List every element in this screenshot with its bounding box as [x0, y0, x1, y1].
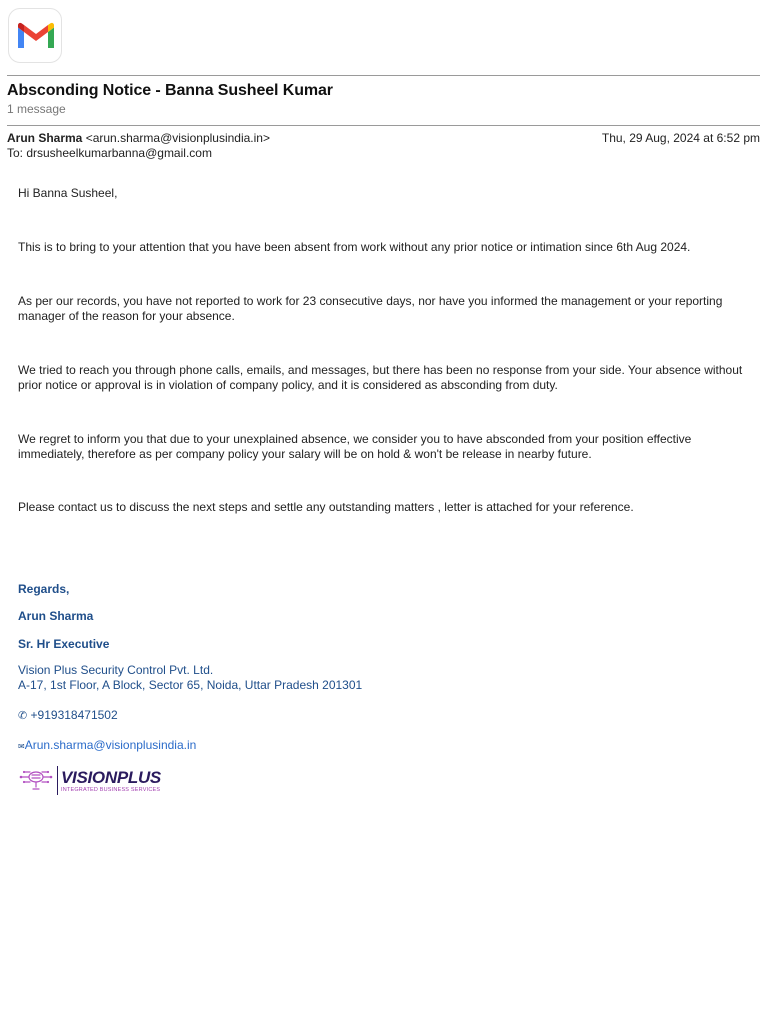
- email-subject: Absconding Notice - Banna Susheel Kumar: [7, 82, 333, 99]
- body-paragraph: This is to bring to your attention that you have been absent from work without any prior notice or intimation since 6th Aug 2024.: [18, 240, 691, 254]
- recipient-line: To: drsusheelkumarbanna@gmail.com: [7, 146, 212, 160]
- sender-line: [7, 131, 270, 145]
- sender-name: Arun Sharma: [7, 131, 83, 145]
- body-paragraph: Please contact us to discuss the next steps and settle any outstanding matters , letter is attached for your reference.: [18, 500, 634, 514]
- signature-title: Sr. Hr Executive: [18, 637, 110, 651]
- signature-address: A-17, 1st Floor, A Block, Sector 65, Noida, Uttar Pradesh 201301: [18, 678, 363, 692]
- body-paragraph: As per our records, you have not reported to work for 23 consecutive days, nor have you informed the management or your reporting manager of the reason for your absence.: [18, 294, 723, 323]
- body-paragraph: We regret to inform you that due to your unexplained absence, we consider you to have absconded from your position effective immediately, therefore as per company policy your salary will be on hold & won't be release in nearby future.: [18, 432, 692, 461]
- signature-email[interactable]: [18, 738, 196, 754]
- sender-email[interactable]: <arun.sharma@visionplusindia.in>: [85, 131, 270, 145]
- email-link[interactable]: Arun.sharma@visionplusindia.in: [24, 738, 197, 752]
- signature-name: Arun Sharma: [18, 609, 94, 623]
- brand-name: VISIONPLUS: [61, 768, 161, 787]
- gmail-logo: [8, 8, 62, 63]
- gmail-icon: [16, 21, 56, 51]
- body-paragraph: We tried to reach you through phone calls, emails, and messages, but there has been no response from your side. Your absence without prior notice or approval is in violation of company policy, and it is considered as absconding from duty.: [18, 363, 743, 392]
- visionplus-logo: [18, 766, 168, 796]
- header-divider: [7, 75, 760, 76]
- signature-phone[interactable]: [18, 708, 118, 723]
- message-divider: [7, 125, 760, 126]
- message-date: Thu, 29 Aug, 2024 at 6:52 pm: [601, 131, 760, 145]
- signature-regards: Regards,: [18, 582, 70, 596]
- brain-circuit-icon: [18, 766, 54, 794]
- brand-tagline: INTEGRATED BUSINESS SERVICES: [61, 787, 161, 793]
- logo-divider: [57, 766, 58, 795]
- phone-number[interactable]: +919318471502: [27, 708, 118, 722]
- message-count: 1 message: [7, 102, 66, 116]
- greeting: Hi Banna Susheel,: [18, 186, 118, 200]
- envelope-icon: ✉: [18, 742, 25, 751]
- phone-icon: ✆: [18, 709, 28, 722]
- signature-company: Vision Plus Security Control Pvt. Ltd.: [18, 663, 214, 677]
